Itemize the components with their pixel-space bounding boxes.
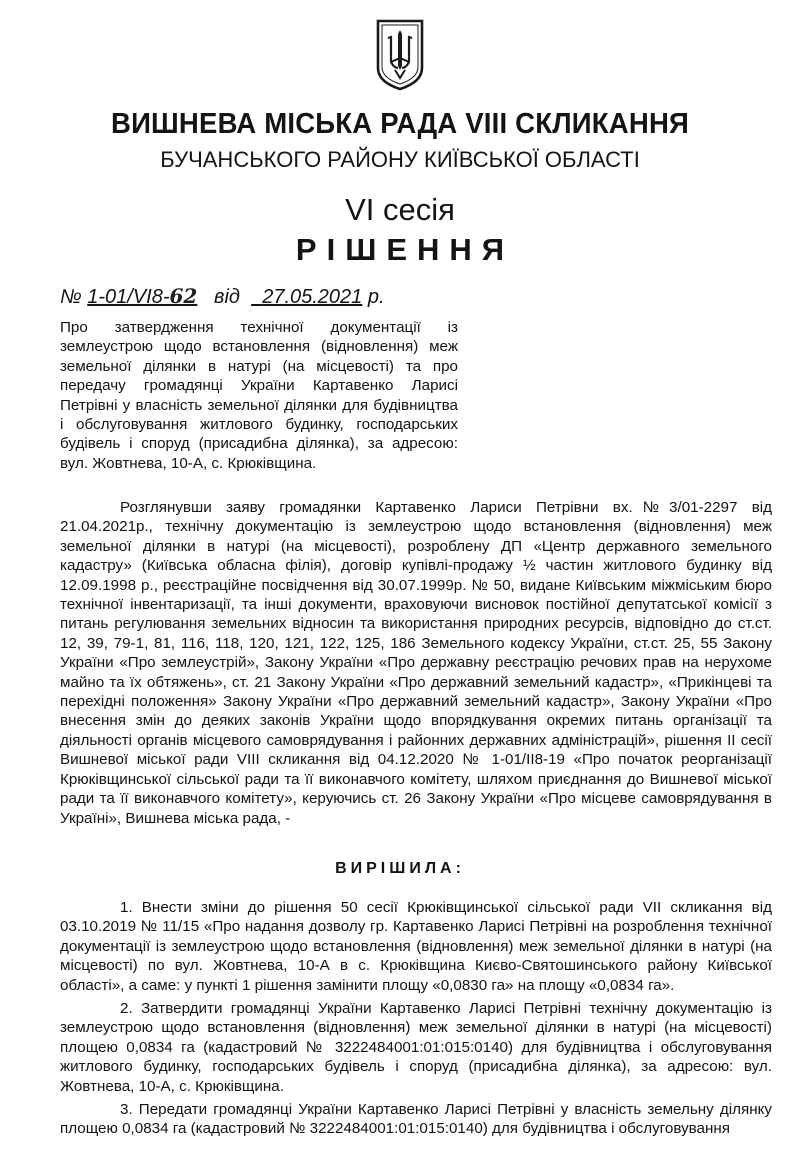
date-prefix: від	[214, 286, 240, 308]
preamble-paragraph: Розглянувши заяву громадянки Картавенко Лариси Петрівни вх.№3/01-2297 від 21.04.2021р., технічну документацію із землеустрою щодо встановлення (відновлення) меж земельної ділянки в натурі (на місцевості), розроблену ДП «Центр державного земельного кадастру» (Київська обласна філія), договір купівлі-продажу ½ частин житлового будинку від 12.09.1998 р., реєстраційне посвідчення від 30.07.1999р. № 50, видане Київським міжміським бюро технічної інвентаризації, та інші документи, враховуючи висновок постійної депутатської комісії з питань регулювання земельних відносин та використання природних ресурсів, відповідно до ст.ст. 12, 39, 79-1, 81, 116, 118, 120, 121, 122, 125, 186 Земельного кодексу України, ст.ст. 25, 55 Закону України «Про землеустрій», Закону України «Про державну реєстрацію речових прав на нерухоме майно та їх обтяжень», ст. 21 Закону України «Про державний земельний кадастр», «Прикінцеві та перехідні положення» Закону України «Про державний земельний кадастр», Закону України «Про внесення змін до деяких законів України щодо впорядкування окремих питань організації та діяльності органів місцевого самоврядування і районних державних адміністрацій», рішення ІІ сесії Вишневої міської ради VIII скликання від 04.12.2020 № 1-01/II8-19 «Про початок реорганізації Крюківщинської сільської ради та її виконавчого комітету, шляхом приєднання до Вишневої міської ради та її виконавчого комітету», керуючись ст. 26 Закону України «Про місцеве самоврядування в Україні», Вишнева міська рада, -	[60, 499, 772, 827]
year-suffix: р.	[367, 286, 385, 308]
decision-number-line	[60, 284, 385, 309]
decision-date: 27.05.2021	[262, 286, 363, 308]
number-prefix: №	[60, 286, 82, 308]
council-name: ВИШНЕВА МІСЬКА РАДА VIII СКЛИКАННЯ	[110, 108, 690, 140]
decision-items	[60, 898, 772, 1143]
decision-item: 3. Передати громадянці України Картавенко Ларисі Петрівні у власність земельну ділянку площею 0,0834 га (кадастровий № 3222484001:01:015:0140) для будівництва і обслуговування	[60, 1101, 772, 1138]
decision-subject: Про затвердження технічної документації із землеустрою щодо встановлення (відновлення) меж земельної ділянки в натурі (на місцевості) та про передачу громадянці України Картавенко Ларисі Петрівні у власність земельної ділянки для будівництва і обслуговування житлового будинку, господарських будівель і споруд (присадибна ділянка), за адресою: вул. Жовтнева, 10-А, с. Крюківщина.	[60, 319, 458, 472]
decision-number-printed: 1-01/VI8-	[87, 286, 170, 308]
district-name: БУЧАНСЬКОГО РАЙОНУ КИЇВСЬКОЇ ОБЛАСТІ	[160, 147, 640, 172]
handwritten-number: 62	[169, 284, 198, 308]
coat-of-arms-icon	[374, 18, 426, 92]
decision-item: 2. Затвердити громадянці України Картавенко Ларисі Петрівні технічну документацію із землеустрою щодо встановлення (відновлення) меж земельної ділянки в натурі (на місцевості) площею 0,0834 га (кадастровий № 3222484001:01:015:0140) для будівництва і обслуговування житлового будинку, господарських будівель і споруд (присадибна ділянка), за адресою: вул. Жовтнева, 10-А, с. Крюківщина.	[60, 1000, 772, 1095]
decision-title: РІШЕННЯ	[295, 232, 515, 267]
decision-item: 1. Внести зміни до рішення 50 сесії Крюківщинської сільської ради VII скликання від 03.10.2019 № 11/15 «Про надання дозволу гр. Картавенко Ларисі Петрівні на розроблення технічної документації із землеустрою щодо встановлення (відновлення) меж земельної ділянки в натурі (на місцевості) по вул. Жовтнева, 10-А в с. Крюківщина Києво-Святошинського району Київської області», а саме: у пункті 1 рішення замінити площу «0,0830 га» на площу «0,0834 га».	[60, 899, 772, 994]
decision-number	[87, 286, 197, 308]
resolved-heading: ВИРІШИЛА:	[335, 860, 465, 877]
session-title: VI сесія	[345, 192, 455, 227]
